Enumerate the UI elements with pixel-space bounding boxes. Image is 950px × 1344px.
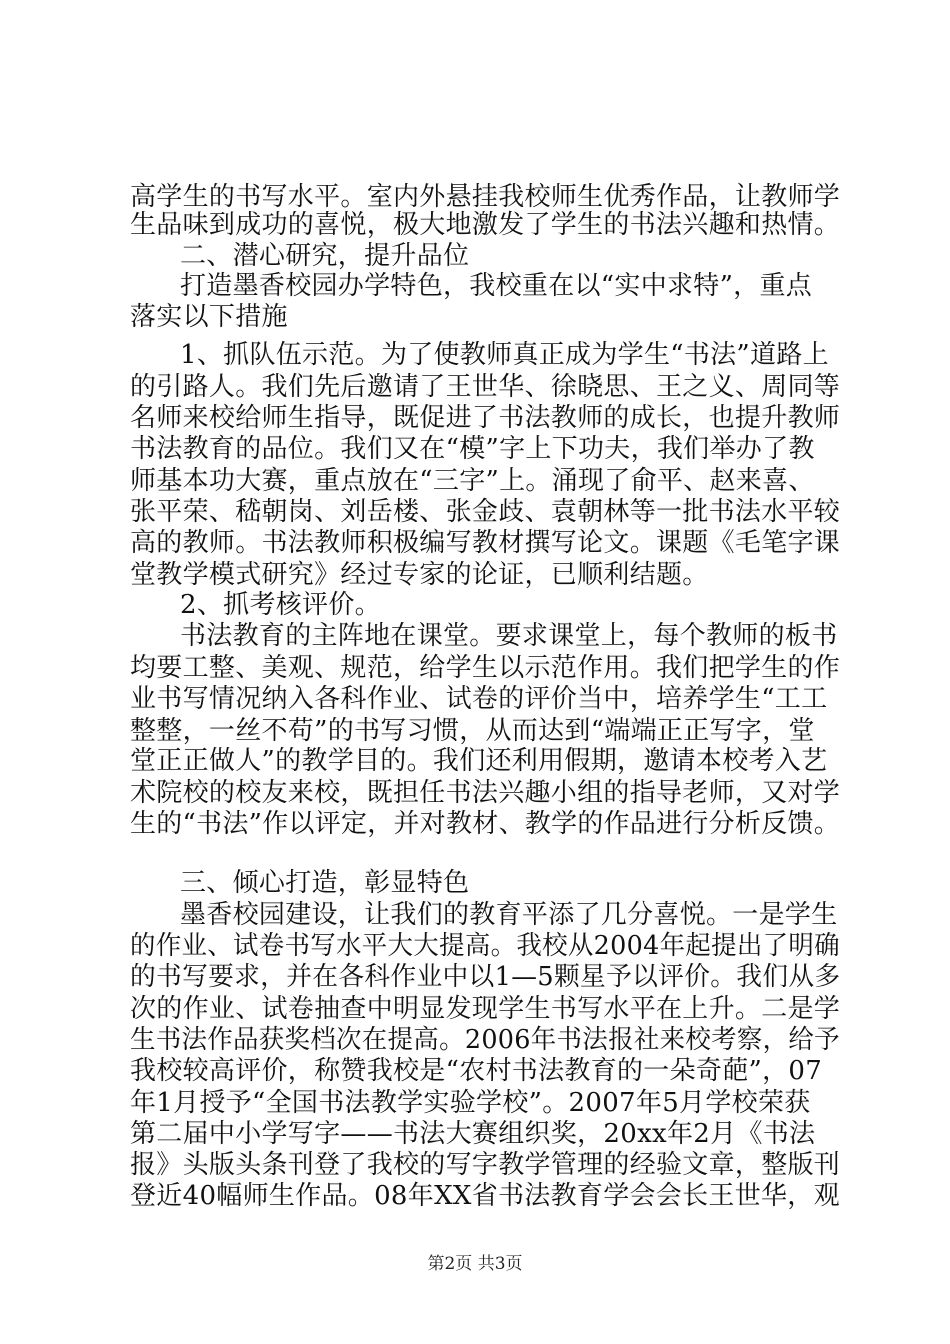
- text-line: 打造墨香校园办学特色，我校重在以“实中求特”，重点: [180, 271, 813, 301]
- text-line: 名师来校给师生指导，既促进了书法教师的成长，也提升教师: [130, 403, 841, 433]
- text-line: 生书法作品获奖档次在提高。2006年书法报社来校考察，给予: [130, 1025, 840, 1055]
- text-line: 生品味到成功的喜悦，极大地激发了学生的书法兴趣和热情。: [130, 210, 841, 240]
- text-line: 术院校的校友来校，既担任书法兴趣小组的指导老师，又对学: [130, 778, 841, 808]
- text-line: 高学生的书写水平。室内外悬挂我校师生优秀作品，让教师学: [130, 182, 841, 212]
- text-line: 生的“书法”作以评定，并对教材、教学的作品进行分析反馈。: [130, 809, 841, 839]
- text-line: 落实以下措施: [130, 302, 288, 332]
- text-line: 张平荣、嵇朝岗、刘岳楼、张金歧、袁朝林等一批书法水平较: [130, 497, 841, 527]
- text-line: 1、抓队伍示范。为了使教师真正成为学生“书法”道路上: [180, 340, 829, 370]
- text-line: 堂教学模式研究》经过专家的论证，已顺利结题。: [130, 560, 709, 590]
- text-line: 业书写情况纳入各科作业、试卷的评价当中，培养学生“工工: [130, 684, 828, 714]
- text-line: 的引路人。我们先后邀请了王世华、徐晓思、王之义、周同等: [130, 372, 841, 402]
- text-line: 报》头版头条刊登了我校的写字教学管理的经验文章，整版刊: [130, 1150, 841, 1180]
- text-line: 次的作业、试卷抽查中明显发现学生书写水平在上升。二是学: [130, 994, 841, 1024]
- text-line: 墨香校园建设，让我们的教育平添了几分喜悦。一是学生: [180, 900, 838, 930]
- text-line: 的书写要求，并在各科作业中以1—5颗星予以评价。我们从多: [130, 962, 841, 992]
- text-line: 二、潜心研究，提升品位: [180, 241, 470, 271]
- text-line: 整整，一丝不苟”的书写习惯，从而达到“端端正正写字，堂: [130, 716, 815, 746]
- text-line: 书法教育的品位。我们又在“模”字上下功夫，我们举办了教: [130, 434, 815, 464]
- text-line: 均要工整、美观、规范，给学生以示范作用。我们把学生的作: [130, 653, 841, 683]
- text-line: 2、抓考核评价。: [180, 590, 381, 620]
- text-line: 书法教育的主阵地在课堂。要求课堂上，每个教师的板书: [180, 621, 838, 651]
- text-line: 三、倾心打造，彰显特色: [180, 868, 470, 898]
- page-footer: 第2页 共3页: [427, 1254, 523, 1274]
- text-line: 堂正正做人”的教学目的。我们还利用假期，邀请本校考入艺: [130, 746, 828, 776]
- text-line: 登近40幅师生作品。08年XX省书法教育学会会长王世华，观: [130, 1181, 840, 1211]
- text-line: 第二届中小学写字——书法大赛组织奖，20xx年2月《书法: [130, 1119, 816, 1149]
- text-line: 年1月授予“全国书法教学实验学校”。2007年5月学校荣获: [130, 1088, 811, 1118]
- text-line: 师基本功大赛，重点放在“三字”上。涌现了俞平、赵来喜、: [130, 466, 815, 496]
- text-line: 的作业、试卷书写水平大大提高。我校从2004年起提出了明确: [130, 931, 840, 961]
- text-line: 我校较高评价，称赞我校是“农村书法教育的一朵奇葩”，07: [130, 1056, 823, 1086]
- text-line: 高的教师。书法教师积极编写教材撰写论文。课题《毛笔字课: [130, 528, 841, 558]
